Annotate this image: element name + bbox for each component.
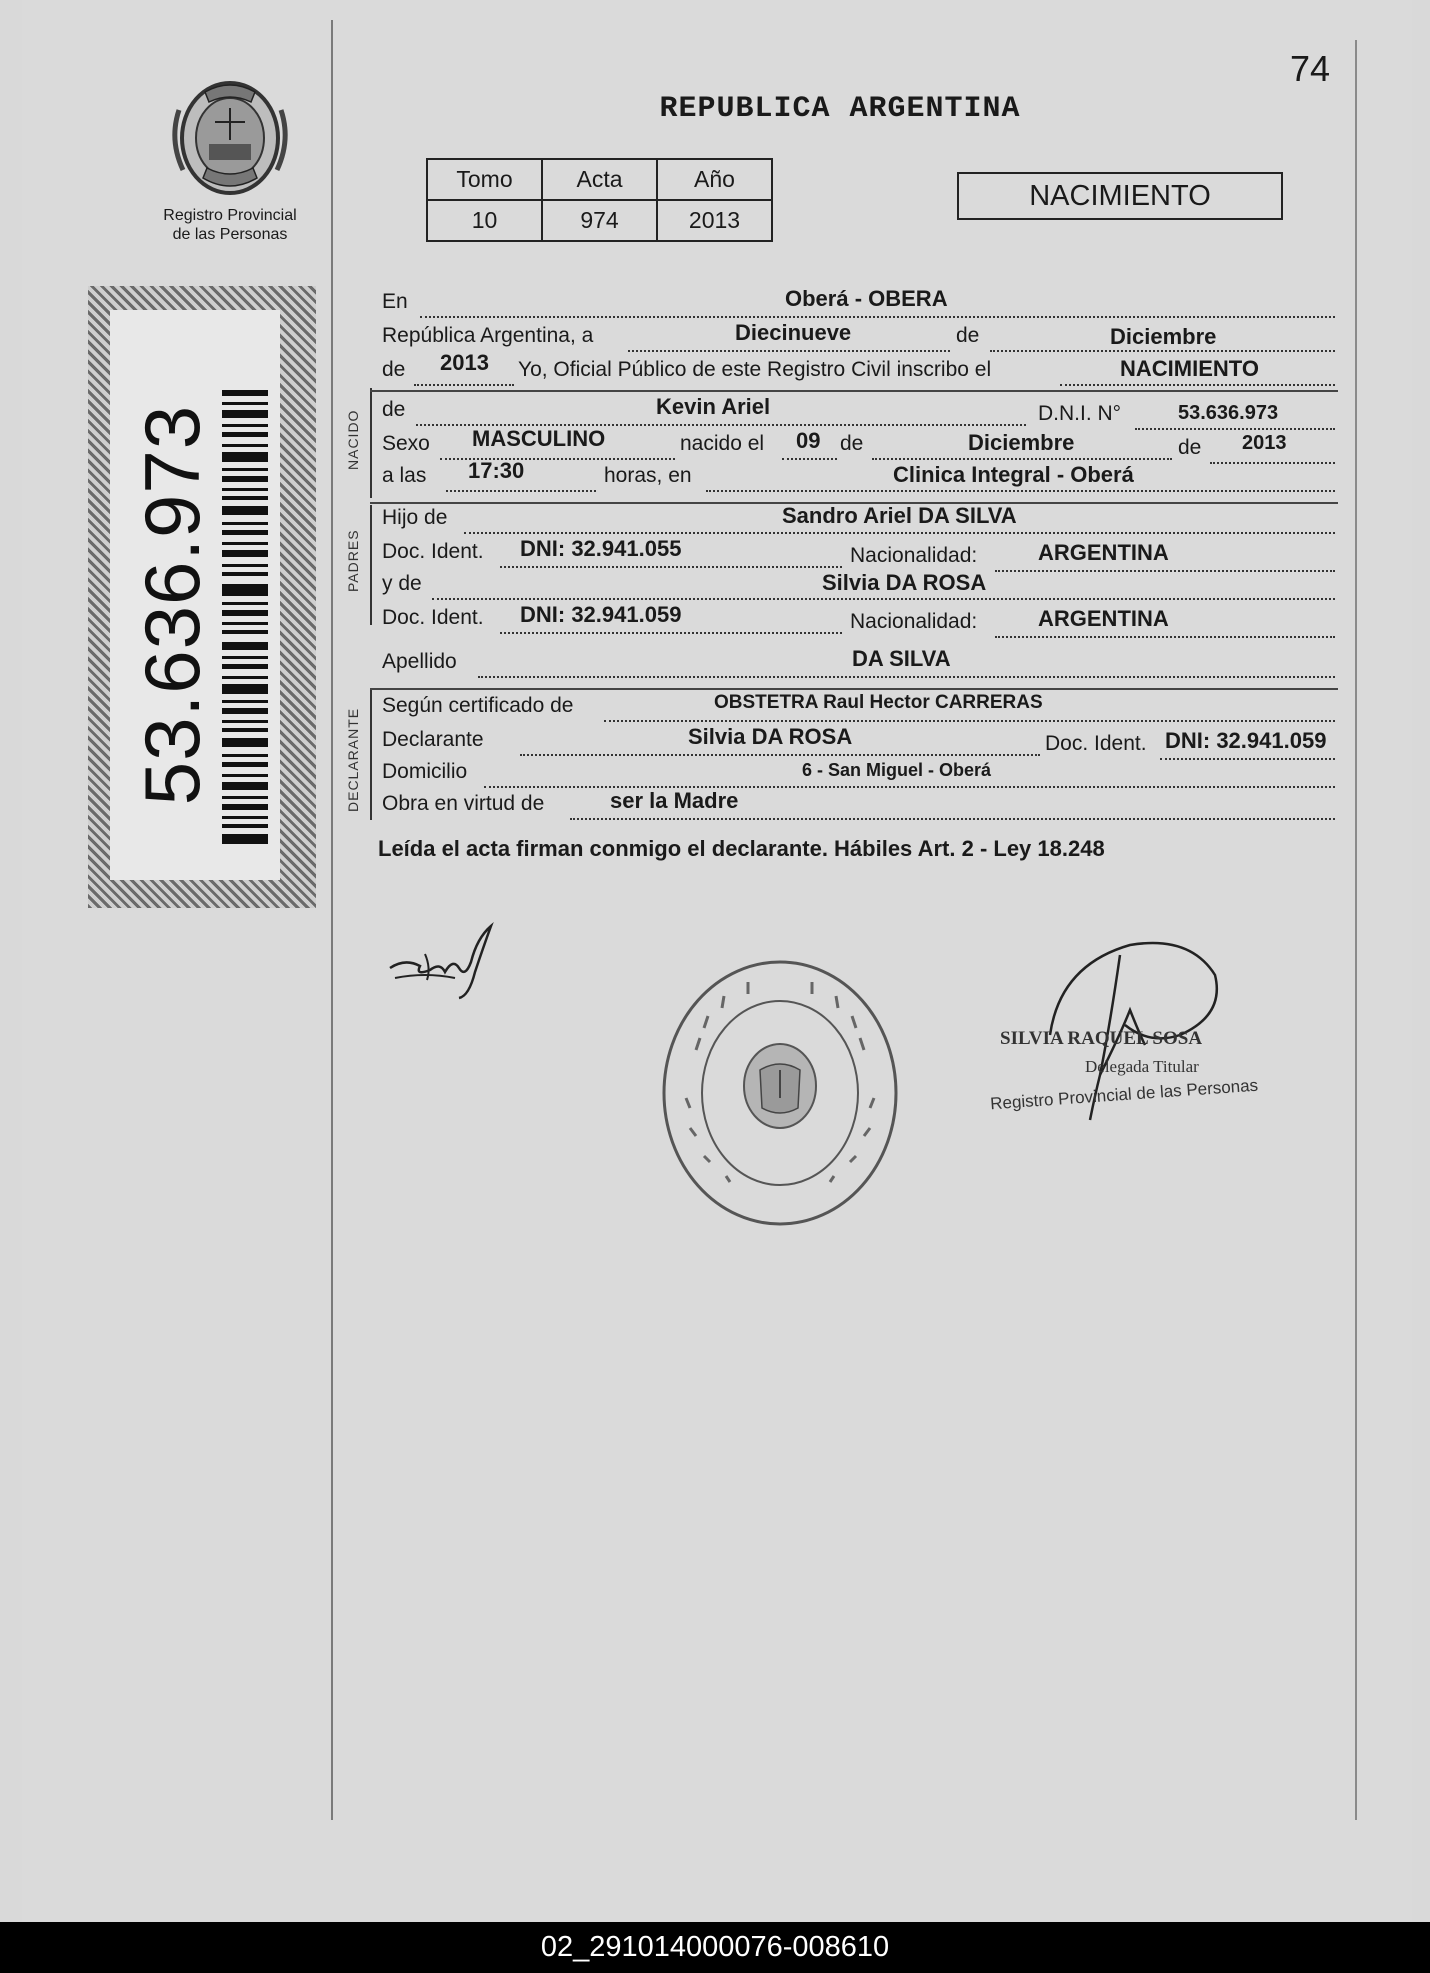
- label-apellido: Apellido: [382, 650, 457, 673]
- dotted-line: [995, 570, 1335, 572]
- value-nac-mes: Diciembre: [968, 430, 1075, 455]
- label-nacionalidad2: Nacionalidad:: [850, 610, 978, 633]
- separator: [370, 390, 1338, 392]
- label-doc-ident2: Doc. Ident.: [382, 606, 484, 629]
- section-bracket-padres: [370, 505, 372, 625]
- dotted-line: [500, 566, 842, 568]
- label-horas-en: horas, en: [604, 464, 692, 487]
- value-madre: Silvia DA ROSA: [822, 570, 987, 595]
- value-dia: Diecinueve: [735, 320, 852, 345]
- value-domicilio: 6 - San Miguel - Oberá: [802, 760, 992, 780]
- label-dni: D.N.I. N°: [1038, 402, 1122, 425]
- value-sexo: MASCULINO: [472, 426, 606, 451]
- label-nacido-el: nacido el: [680, 432, 765, 455]
- dotted-line: [1060, 384, 1335, 386]
- official-seal-icon: [660, 958, 900, 1228]
- value-nombre: Kevin Ariel: [656, 394, 771, 419]
- value-hora: 17:30: [468, 458, 525, 483]
- label-domicilio: Domicilio: [382, 760, 468, 783]
- label-segun: Según certificado de: [382, 694, 574, 717]
- label-doc-ident: Doc. Ident.: [382, 540, 484, 563]
- margin-rule: [331, 20, 333, 1820]
- label-obra: Obra en virtud de: [382, 792, 545, 815]
- value-padre-nac: ARGENTINA: [1038, 540, 1169, 565]
- dotted-line: [628, 350, 950, 352]
- value-padre: Sandro Ariel DA SILVA: [782, 503, 1017, 528]
- dotted-line: [570, 818, 1335, 820]
- provincial-shield-icon: [165, 70, 295, 200]
- header-acta: Acta: [542, 159, 657, 200]
- label-a-las: a las: [382, 464, 427, 487]
- dotted-line: [420, 316, 1335, 318]
- value-lugar-nac: Clinica Integral - Oberá: [893, 462, 1134, 487]
- value-declarante: Silvia DA ROSA: [688, 724, 853, 749]
- value-dni: 53.636.973: [1178, 402, 1279, 424]
- value-certificado: OBSTETRA Raul Hector CARRERAS: [714, 692, 1043, 713]
- barcode-panel: [88, 286, 316, 908]
- label-de2: de: [382, 358, 406, 381]
- header-anio: Año: [657, 159, 772, 200]
- value-padre-doc: DNI: 32.941.055: [520, 536, 682, 561]
- value-anio: 2013: [657, 200, 772, 241]
- section-label-declarante: DECLARANTE: [345, 707, 361, 812]
- dotted-line: [432, 598, 1335, 600]
- value-nac-anio: 2013: [1242, 432, 1287, 454]
- value-apellido: DA SILVA: [852, 646, 951, 671]
- dotted-line: [706, 490, 1335, 492]
- dotted-line: [520, 754, 1040, 756]
- label-declarante: Declarante: [382, 728, 484, 751]
- dotted-line: [478, 676, 1335, 678]
- label-de: de: [956, 324, 980, 347]
- barcode-icon: [222, 390, 268, 850]
- value-nac-dia: 09: [796, 428, 821, 453]
- signer-name: SILVIA RAQUEL SOSA: [1000, 1028, 1203, 1049]
- dotted-line: [500, 632, 842, 634]
- section-bracket-nacido: [370, 388, 372, 498]
- value-acta: 974: [542, 200, 657, 241]
- value-madre-nac: ARGENTINA: [1038, 606, 1169, 631]
- label-doc-ident3: Doc. Ident.: [1045, 732, 1147, 755]
- label-republica: República Argentina, a: [382, 324, 594, 347]
- dotted-line: [464, 532, 1335, 534]
- label-de3: de: [840, 432, 864, 455]
- value-declarante-doc: DNI: 32.941.059: [1165, 728, 1327, 753]
- record-type-box: NACIMIENTO: [957, 172, 1283, 220]
- section-label-nacido: NACIDO: [345, 409, 361, 470]
- signer-role: Delegada Titular: [1085, 1057, 1199, 1076]
- dotted-line: [1160, 758, 1335, 760]
- label-de-nombre: de: [382, 398, 406, 421]
- barcode-inner: [110, 310, 280, 880]
- label-de4: de: [1178, 436, 1202, 459]
- dotted-line: [604, 720, 1335, 722]
- dotted-line: [872, 458, 1172, 460]
- separator: [370, 688, 1338, 690]
- reference-table: [426, 158, 773, 242]
- value-anio: 2013: [440, 350, 489, 375]
- side-number: 53.636.973: [128, 404, 216, 806]
- closing-statement: Leída el acta firman conmigo el declarante. Hábiles Art. 2 - Ley 18.248: [378, 836, 1105, 861]
- dotted-line: [1135, 428, 1335, 430]
- section-label-padres: PADRES: [345, 529, 361, 592]
- label-yo: Yo, Oficial Público de este Registro Civil inscribo el: [518, 358, 992, 381]
- right-margin-rule: [1355, 40, 1357, 1820]
- label-y-de: y de: [382, 572, 422, 595]
- value-madre-doc: DNI: 32.941.059: [520, 602, 682, 627]
- value-lugar: Oberá - OBERA: [785, 286, 948, 311]
- dotted-line: [782, 458, 837, 460]
- label-nacionalidad: Nacionalidad:: [850, 544, 978, 567]
- value-tomo: 10: [427, 200, 542, 241]
- dotted-line: [990, 350, 1335, 352]
- dotted-line: [1210, 462, 1335, 464]
- dotted-line: [446, 490, 596, 492]
- footer-id: 02_291014000076-008610: [0, 1922, 1430, 1973]
- signer-office: Registro Provincial de las Personas: [989, 1075, 1259, 1114]
- value-acto: NACIMIENTO: [1120, 356, 1259, 381]
- declarant-signature-icon: [385, 918, 505, 1008]
- value-mes: Diciembre: [1110, 324, 1217, 349]
- header-tomo: Tomo: [427, 159, 542, 200]
- document-title: REPUBLICA ARGENTINA: [659, 92, 1021, 126]
- label-sexo: Sexo: [382, 432, 430, 455]
- dotted-line: [995, 636, 1335, 638]
- section-bracket-declarante: [370, 690, 372, 820]
- label-en: En: [382, 290, 408, 313]
- logo-caption: Registro Provincial de las Personas: [163, 207, 297, 243]
- value-obra: ser la Madre: [610, 788, 739, 813]
- dotted-line: [414, 384, 514, 386]
- page-number: 74: [1290, 48, 1331, 89]
- label-hijo-de: Hijo de: [382, 506, 448, 529]
